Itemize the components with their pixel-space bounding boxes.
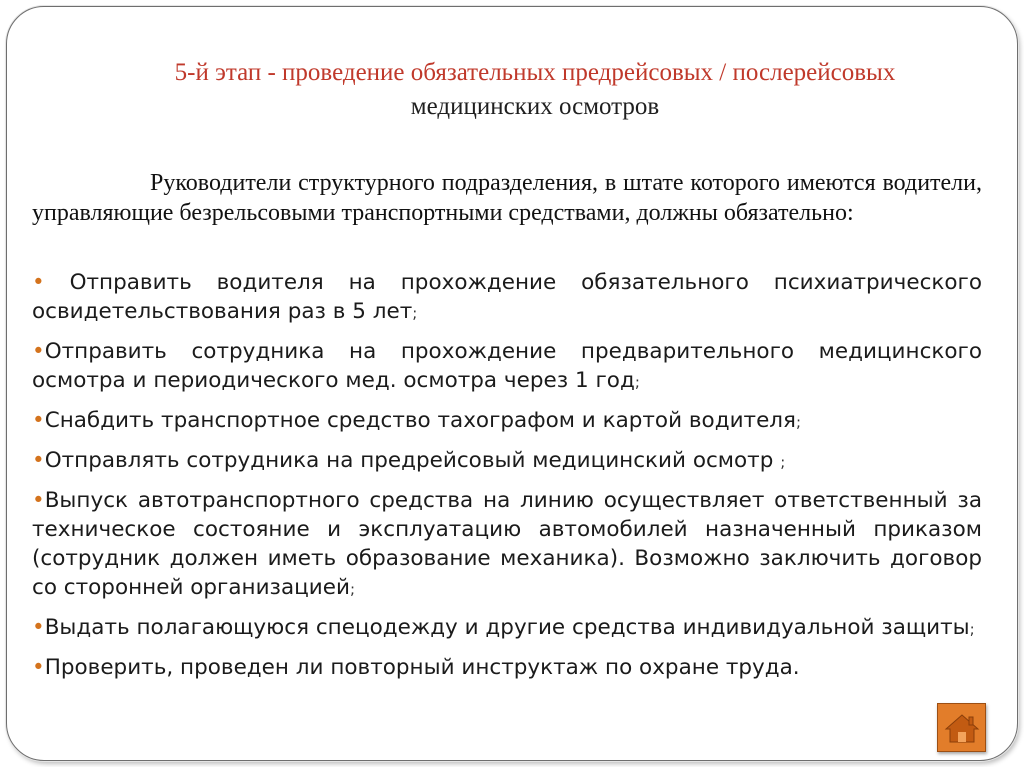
- bullet-text: Снабдить транспортное средство тахографом и картой водителя: [44, 408, 796, 433]
- bullet-end: ;: [412, 304, 418, 322]
- bullet-marker: •: [32, 408, 45, 433]
- bullet-marker: •: [32, 448, 45, 473]
- slide-title-line-2: медицинских осмотров: [410, 93, 660, 120]
- bullet-item: [32, 337, 982, 397]
- slide-title: [40, 56, 1024, 124]
- bullet-marker: •: [32, 615, 45, 640]
- bullet-marker: •: [32, 488, 45, 513]
- slide-title-line-1: 5-й этап - проведение обязательных предрейсовых / послерейсовых: [174, 59, 896, 86]
- bullet-text: Выдать полагающуюся спецодежду и другие средства индивидуальной защиты: [44, 615, 970, 640]
- home-button[interactable]: [937, 703, 986, 752]
- bullet-end: ;: [780, 453, 786, 471]
- bullet-end: ;: [795, 413, 802, 431]
- bullet-item: [32, 486, 982, 604]
- bullet-marker: •: [32, 270, 70, 295]
- bullet-text: Выпуск автотранспортного средства на линию осуществляет ответственный за техническое состояние и эксплуатацию автомобилей назначенный приказом (сотрудник должен иметь образование механика). Возможно заключить договор со сторонней организацией: [32, 488, 982, 600]
- bullet-text: Отправлять сотрудника на предрейсовый медицинский осмотр: [44, 448, 781, 473]
- bullet-end: ;: [349, 580, 356, 598]
- bullet-text: Проверить, проведен ли повторный инструктаж по охране труда.: [44, 655, 800, 680]
- home-icon: [944, 712, 980, 744]
- bullet-item: [32, 406, 982, 437]
- intro-paragraph: Руководители структурного подразделения, в штате которого имеются водители, управляющие безрельсовыми транспортными средствами, должны обязательно:: [32, 170, 982, 226]
- bullet-item: [32, 446, 982, 477]
- bullet-marker: •: [32, 655, 45, 680]
- bullet-item: [32, 613, 982, 644]
- bullet-text: Отправить сотрудника на прохождение предварительного медицинского осмотра и периодического мед. осмотра через 1 год: [32, 339, 982, 393]
- bullet-marker: •: [32, 339, 45, 364]
- bullet-text: Отправить водителя на прохождение обязательного психиатрического освидетельствования раз в 5 лет: [32, 270, 982, 324]
- bullet-item: [32, 268, 982, 328]
- bullet-end: ;: [969, 620, 975, 638]
- bullet-list: [32, 268, 982, 693]
- bullet-end: ;: [634, 373, 640, 391]
- bullet-item: [32, 653, 982, 684]
